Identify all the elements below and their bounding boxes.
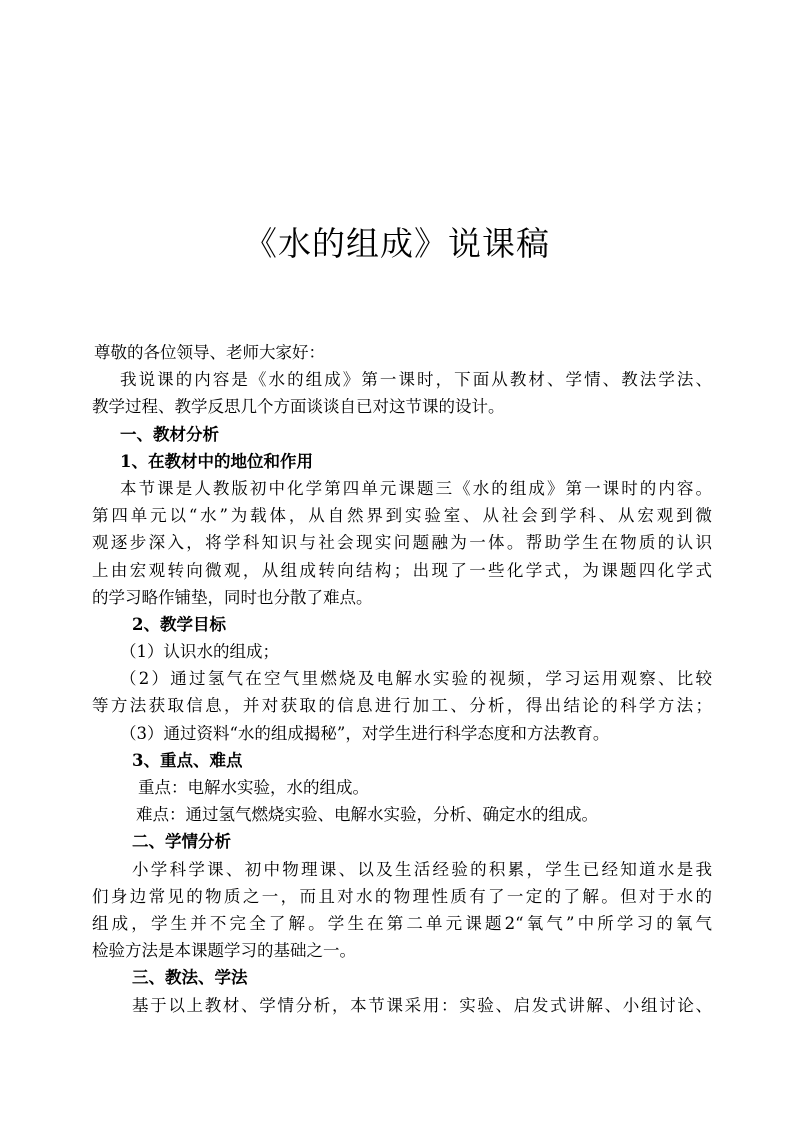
paragraph-line: 第四单元以“水”为载体，从自然界到实验室、从社会到学科、从宏观到微	[92, 506, 712, 526]
goal-item-continuation: 等方法获取信息，并对获取的信息进行加工、分析，得出结论的科学方法；	[92, 696, 712, 716]
goal-item: （2）通过氢气在空气里燃烧及电解水实验的视频，学习运用观察、比较	[120, 669, 712, 689]
subsection-heading-teaching-goals: 2、教学目标	[132, 614, 226, 634]
document-title: 《水的组成》说课稿	[244, 224, 550, 263]
paragraph-line: 们身边常见的物质之一，而且对水的物理性质有了一定的了解。但对于水的	[92, 886, 712, 906]
paragraph-line: 本节课是人教版初中化学第四单元课题三《水的组成》第一课时的内容。	[120, 478, 712, 498]
paragraph-line: 组成，学生并不完全了解。学生在第二单元课题2“氧气”中所学习的氧气	[92, 913, 712, 933]
paragraph-line: 基于以上教材、学情分析，本节课采用：实验、启发式讲解、小组讨论、	[132, 995, 712, 1015]
key-point-line: 重点：电解水实验，水的组成。	[138, 778, 369, 797]
paragraph-line: 的学习略作铺垫，同时也分散了难点。	[92, 587, 373, 607]
subsection-heading-position-role: 1、在教材中的地位和作用	[120, 451, 313, 471]
section-heading-student-analysis: 二、学情分析	[132, 832, 231, 852]
section-heading-methods: 三、教法、学法	[132, 968, 248, 988]
intro-line-1: 我说课的内容是《水的组成》第一课时，下面从教材、学情、教法学法、	[120, 370, 712, 390]
intro-line-2: 教学过程、教学反思几个方面谈谈自已对这节课的设计。	[92, 397, 505, 417]
goal-item: （1）认识水的组成；	[120, 642, 279, 662]
paragraph-line: 检验方法是本课题学习的基础之一。	[92, 941, 356, 961]
goal-item: （3）通过资料“水的组成揭秘”，对学生进行科学态度和方法教育。	[120, 723, 610, 743]
paragraph-line: 观逐步深入，将学科知识与社会现实问题融为一体。帮助学生在物质的认识	[92, 533, 712, 553]
subsection-heading-key-points: 3、重点、难点	[132, 750, 243, 770]
paragraph-line: 小学科学课、初中物理课、以及生活经验的积累，学生已经知道水是我	[132, 859, 712, 879]
document-body	[92, 339, 712, 1019]
difficulty-line: 难点：通过氢气燃烧实验、电解水实验，分析、确定水的组成。	[136, 805, 598, 825]
section-heading-textbook-analysis: 一、教材分析	[120, 424, 219, 444]
paragraph-line: 上由宏观转向微观，从组成转向结构；出现了一些化学式，为课题四化学式	[92, 560, 712, 580]
greeting-line: 尊敬的各位领导、老师大家好：	[94, 343, 325, 362]
